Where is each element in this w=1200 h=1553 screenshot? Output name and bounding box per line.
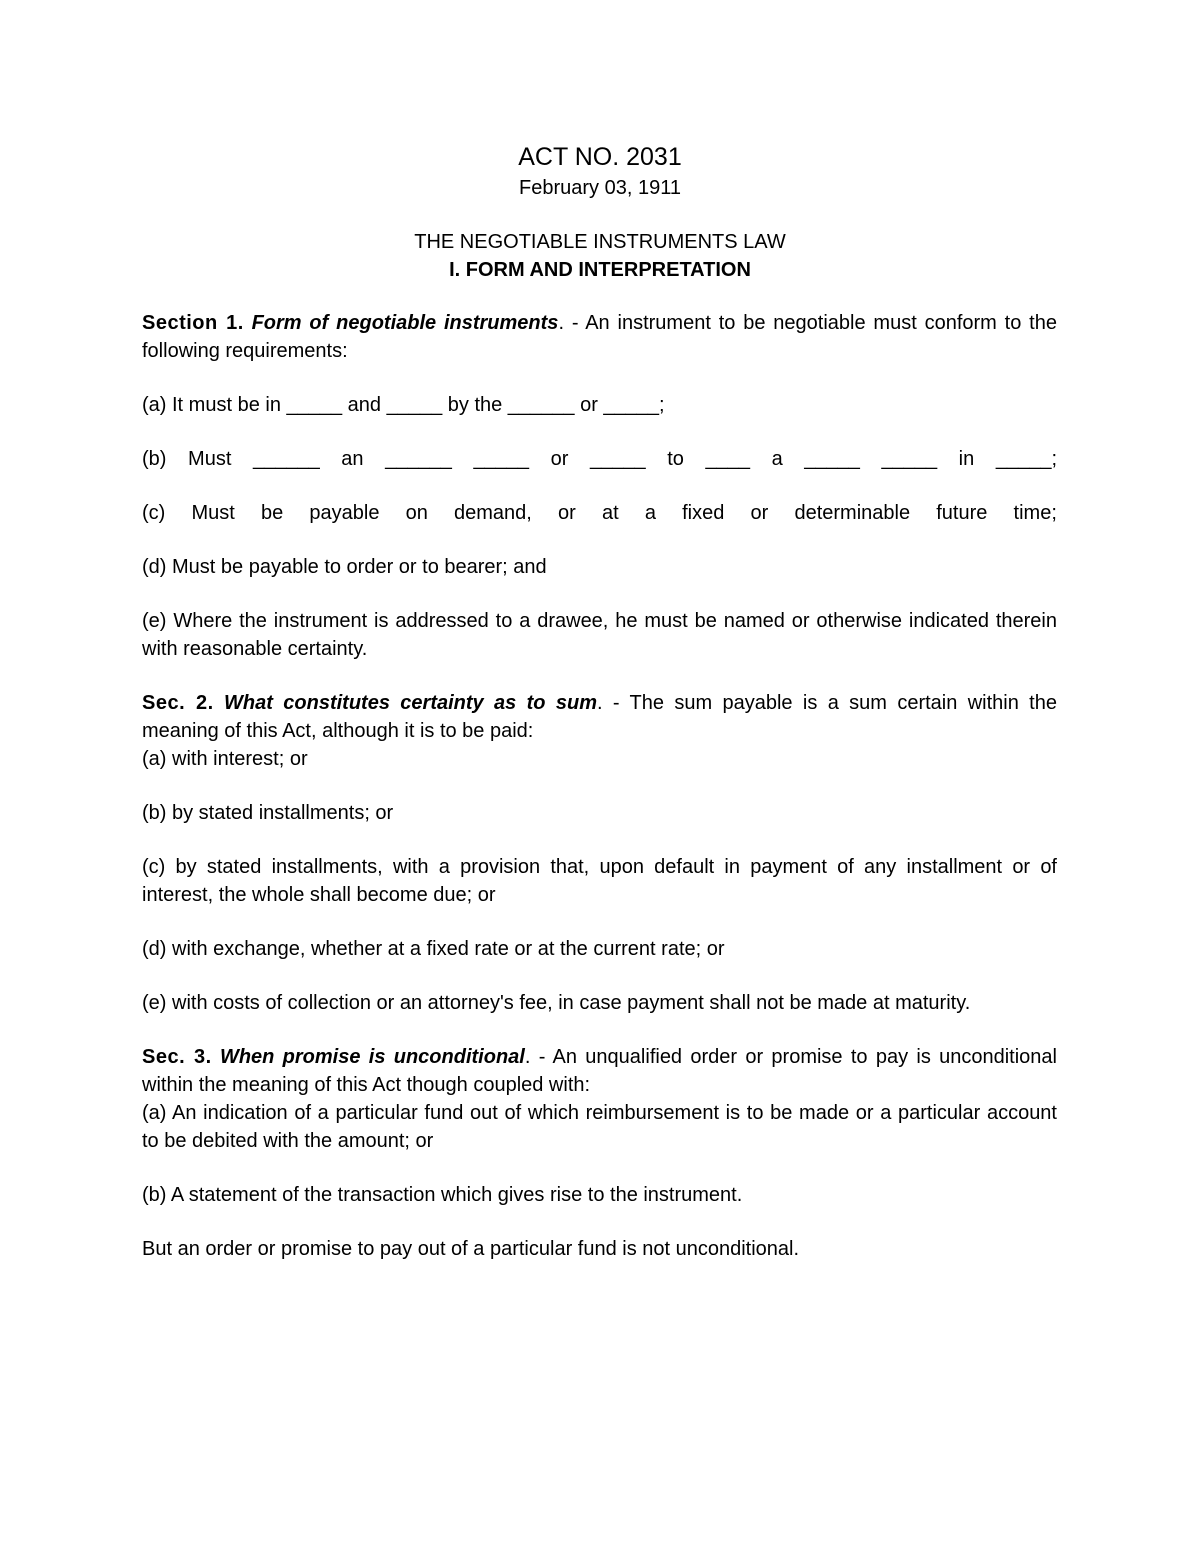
- sec1-item-c-word: determinable: [794, 502, 911, 524]
- sec2-item-c: (c) by stated installments, with a provision that, upon default in payment of any installment or of interest, the whole shall become due; or: [142, 856, 1057, 906]
- sec2-item-b: (b) by stated installments; or: [142, 802, 394, 824]
- sec1-item-c-word: on: [405, 502, 428, 524]
- sec2-number: Sec. 2.: [142, 692, 214, 714]
- sec1-item-b-word: (b): [142, 448, 167, 470]
- sec3-item-a: (a) An indication of a particular fund out of which reimbursement is to be made or a particular account to be debited with the amount; or: [142, 1102, 1057, 1152]
- sec1-item-d: (d) Must be payable to order or to bearer; and: [142, 556, 547, 578]
- sec1-item-c-word: future: [936, 502, 988, 524]
- sec1-item-c-word: demand,: [454, 502, 532, 524]
- sec3-number: Sec. 3.: [142, 1046, 212, 1068]
- sec1-item-b-word: ______: [252, 448, 320, 470]
- sec1-item-c-word: fixed: [682, 502, 725, 524]
- sec1-number: Section 1.: [142, 312, 244, 334]
- sec1-item-b-word: _____: [881, 448, 938, 470]
- law-name: THE NEGOTIABLE INSTRUMENTS LAW: [414, 231, 786, 253]
- sec1-item-b-word: an: [341, 448, 364, 470]
- act-title: ACT NO. 2031: [518, 143, 682, 171]
- sec1-item-b-word: _____: [804, 448, 860, 470]
- sec1-item-b-word: Must: [188, 448, 232, 470]
- sec2-item-d: (d) with exchange, whether at a fixed rate or at the current rate; or: [142, 938, 725, 960]
- sec1-item-c-word: Must: [191, 502, 235, 524]
- document-body: [142, 309, 1057, 1263]
- sec3-title: When promise is unconditional: [219, 1046, 525, 1068]
- sec1-item-b-word: _____;: [995, 448, 1057, 470]
- sec2-intro: . - The sum payable is a sum certain within the meaning of this Act, although it is to be paid:: [142, 692, 1057, 742]
- sec1-item-e: (e) Where the instrument is addressed to a drawee, he must be named or otherwise indicated therein with reasonable certainty.: [142, 610, 1057, 660]
- sec1-intro-paragraph: [142, 309, 1057, 365]
- sec1-item-c-word: (c): [142, 502, 166, 524]
- act-date: February 03, 1911: [519, 177, 681, 199]
- sec2-item-e: (e) with costs of collection or an attorney's fee, in case payment shall not be made at maturity.: [142, 992, 971, 1014]
- sec1-item-c-word: or: [750, 502, 769, 524]
- sec1-item-c-word: time;: [1013, 502, 1057, 524]
- chapter-heading: I. FORM AND INTERPRETATION: [449, 259, 751, 281]
- sec1-title: Form of negotiable instruments: [251, 312, 559, 334]
- sec1-item-c-word: a: [644, 502, 656, 524]
- sec1-item-c: [142, 499, 1057, 527]
- sec1-item-b-word: or: [550, 448, 569, 470]
- sec1-intro: . - An instrument to be negotiable must conform to the following requirements:: [142, 312, 1057, 362]
- sec2-intro-paragraph: [142, 689, 1057, 745]
- sec1-item-b-word: _____: [473, 448, 530, 470]
- sec1-item-b-word: ______: [385, 448, 452, 470]
- sec1-item-c-word: be: [260, 502, 284, 524]
- sec1-item-b-word: to: [667, 448, 684, 470]
- sec2-item-a: (a) with interest; or: [142, 748, 308, 770]
- sec1-item-b: [142, 445, 1057, 473]
- sec3-item-b: (b) A statement of the transaction which gives rise to the instrument.: [142, 1184, 743, 1206]
- sec1-item-a: (a) It must be in _____ and _____ by the ______ or _____;: [142, 394, 665, 416]
- sec1-item-c-word: at: [601, 502, 619, 524]
- document-header: [0, 140, 1200, 284]
- sec1-item-b-word: a: [771, 448, 783, 470]
- sec2-title: What constitutes certainty as to sum: [224, 692, 597, 714]
- sec1-item-b-word: in: [958, 448, 975, 470]
- sec3-intro: . - An unqualified order or promise to pay is unconditional within the meaning of this Act though coupled with:: [142, 1046, 1057, 1096]
- sec1-item-b-word: ____: [705, 448, 750, 470]
- sec1-item-c-word: payable: [309, 502, 380, 524]
- sec1-item-b-word: _____: [590, 448, 646, 470]
- sec3-closing: But an order or promise to pay out of a particular fund is not unconditional.: [142, 1238, 800, 1260]
- sec3-intro-paragraph: [142, 1043, 1057, 1099]
- sec1-item-c-word: or: [558, 502, 576, 524]
